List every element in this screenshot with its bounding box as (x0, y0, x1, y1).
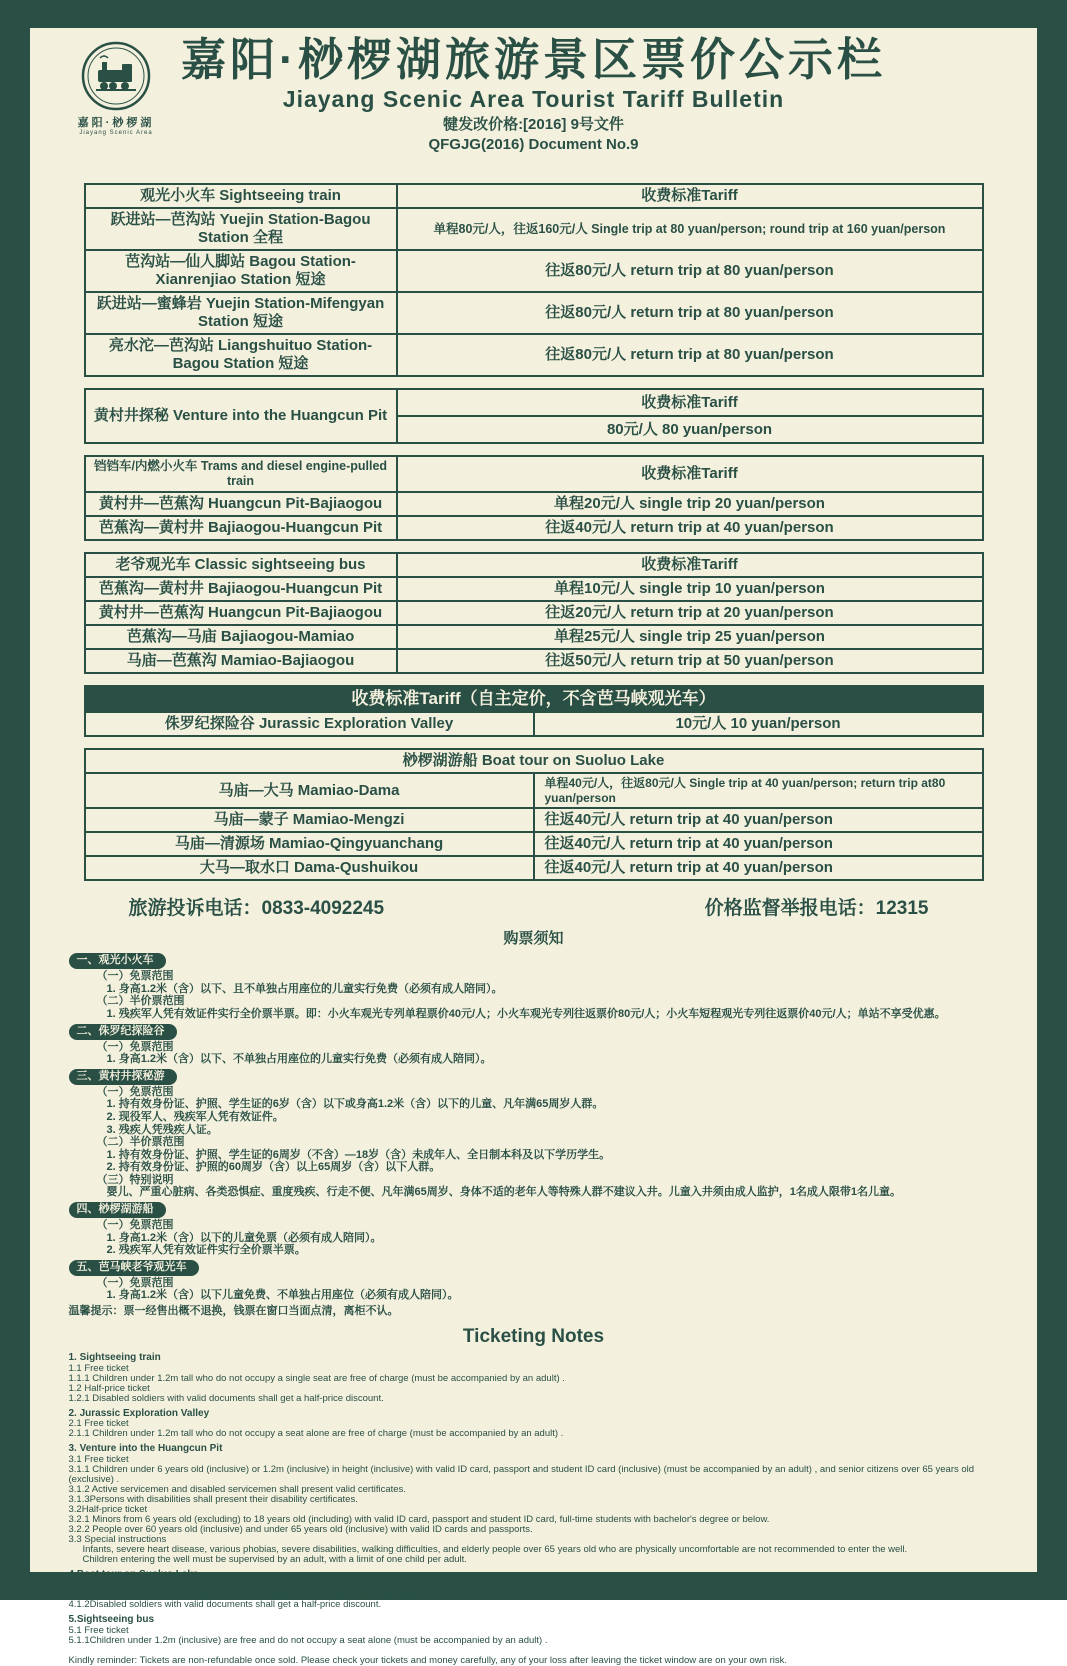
note-line: 1. 持有效身份证、护照、学生证的6岁（含）以下或身高1.2米（含）以下的儿童、凡年满65周岁人群。 (106, 1098, 604, 1111)
note-line: （三）特别说明 (96, 1173, 174, 1186)
table-header-cell: 观光小火车 Sightseeing train (85, 184, 397, 208)
section-badge: 五、芭马峡老爷观光车 (69, 1260, 199, 1276)
note-line: 1.1 Free ticket (68, 1362, 129, 1374)
table-row (85, 808, 983, 832)
note-line: （二）半价票范围 (96, 1136, 185, 1149)
ticket-notes-heading-cn: 购票须知 (503, 930, 564, 948)
tariff-cell: 往返20元/人 return trip at 20 yuan/person (397, 601, 983, 625)
section-badge: 一、观光小火车 (69, 953, 166, 969)
tariff-band-label: 收费标准Tariff（自主定价，不含芭马峡观光车） (85, 686, 983, 712)
logo-text-cn: 嘉阳·桫椤湖 (77, 117, 155, 129)
table-row (85, 492, 983, 516)
tariff-band (85, 686, 983, 712)
tariff-cell: 往返40元/人 return trip at 40 yuan/person (534, 856, 983, 880)
note-line: 1. 身高1.2米（含）以下、不单独占用座位的儿童实行免费（必须有成人陪同）。 (106, 1053, 492, 1066)
note-line: 2. 残疾军人凭有效证件实行全价票半票。 (106, 1244, 306, 1257)
note-line: 1.2.1 Disabled soldiers with valid documents shall get a half-price discount. (68, 1392, 384, 1404)
table-row (85, 601, 983, 625)
note-line: 3. 残疾人凭残疾人证。 (106, 1123, 218, 1136)
poster-header (30, 36, 1037, 172)
note-line: 婴儿、严重心脏病、各类恐惧症、重度残疾、行走不便、凡年满65周岁、身体不适的老年人等特殊人群不建议入井。儿童入井须由成人监护，1名成人限带1名儿童。 (106, 1186, 901, 1199)
doc-number-en: QFGJG(2016) Document No.9 (428, 135, 639, 153)
page-title-en: Jiayang Scenic Area Tourist Tariff Bulletin (282, 86, 785, 113)
table-header-cell: 收费标准Tariff (397, 456, 983, 492)
table-row (85, 389, 983, 416)
route-cell: 黄村井—芭蕉沟 Huangcun Pit-Bajiaogou (85, 601, 397, 625)
tariff-cell: 往返40元/人 return trip at 40 yuan/person (397, 516, 983, 540)
doc-number-cn: 犍发改价格:[2016] 9号文件 (443, 116, 624, 134)
table-header-cell: 收费标准Tariff (397, 184, 983, 208)
table-header-cell: 铛铛车/内燃小火车 Trams and diesel engine-pulled train (85, 456, 397, 492)
section-title: 5.Sightseeing bus (68, 1614, 155, 1626)
route-cell: 马庙—清源场 Mamiao-Qingyuanchang (85, 832, 534, 856)
table-header-row (85, 184, 983, 208)
note-line: 1.1.1 Children under 1.2m tall who do not occupy a single seat are free of charge (must be accompanied by an adult) . (68, 1372, 565, 1384)
note-line: 1. 持有效身份证、护照、学生证的6周岁（不含）—18岁（含）未成年人、全日制本科及以下学历学生。 (106, 1148, 611, 1161)
note-line: （二）半价票范围 (96, 995, 185, 1008)
table-row (85, 334, 983, 376)
tariff-cell: 10元/人 10 yuan/person (534, 712, 983, 736)
table-header-row (85, 456, 983, 492)
note-line: Children entering the well must be supervised by an adult, with a limit of one child per adult. (82, 1553, 467, 1565)
table-row (85, 516, 983, 540)
section-title: 4.Boat tour on Suoluo Lake (68, 1568, 199, 1580)
logo-text-en: Jiayang Scenic Area (79, 130, 153, 136)
section-title: 2. Jurassic Exploration Valley (68, 1407, 210, 1419)
reminder-en: Kindly reminder: Tickets are non-refundable once sold. Please check your tickets and money carefully, any of your loss after leaving the ticket window are on your own risk. (68, 1654, 787, 1666)
note-line: 1. 身高1.2米（含）以下、且不单独占用座位的儿童实行免费（必须有成人陪同）。 (106, 982, 503, 995)
table-row (85, 773, 983, 808)
note-line: 3.2.1 Minors from 6 years old (excluding) to 18 years old (including) with valid ID card, passport and student ID card, full-time students with bachelor's degree or below. (68, 1513, 770, 1525)
tariff-cell: 单程40元/人，往返80元/人 Single trip at 40 yuan/person; return trip at80 yuan/person (534, 773, 983, 808)
table-row (85, 856, 983, 880)
route-cell: 跃进站—芭沟站 Yuejin Station-Bagou Station 全程 (85, 208, 397, 250)
note-line: 1. 残疾军人凭有效证件实行全价票半票。即：小火车观光专列单程票价40元/人；小火车观光专列往返票价80元/人；小火车短程观光专列往返票价40元/人；单站不享受优惠。 (106, 1007, 946, 1020)
note-line: 3.1 Free ticket (68, 1453, 129, 1465)
route-cell: 亮水沱—芭沟站 Liangshuituo Station-Bagou Station 短途 (85, 334, 397, 376)
ticketing-notes-heading-en: Ticketing Notes (462, 1326, 605, 1348)
tram-table (84, 455, 984, 541)
table-header-cell: 老爷观光车 Classic sightseeing bus (85, 553, 397, 577)
route-cell: 芭沟站—仙人脚站 Bagou Station-Xianrenjiao Station 短途 (85, 250, 397, 292)
route-cell: 芭蕉沟—黄村井 Bajiaogou-Huangcun Pit (85, 516, 397, 540)
route-cell: 大马—取水口 Dama-Qushuikou (85, 856, 534, 880)
tariff-cell: 80元/人 80 yuan/person (397, 416, 983, 443)
note-line: 3.2.2 People over 60 years old (inclusive) and under 65 years old (inclusive) with valid ID cards and passports. (68, 1523, 533, 1535)
table-row (85, 577, 983, 601)
section-title: 3. Venture into the Huangcun Pit (68, 1443, 223, 1455)
note-line: 2. 持有效身份证、护照的60周岁（含）以上65周岁（含）以下人群。 (106, 1161, 441, 1174)
price-supervision-phone: 价格监督举报电话：12315 (704, 898, 929, 920)
note-line: 1.2 Half-price ticket (68, 1382, 150, 1394)
route-cell: 马庙—蒙子 Mamiao-Mengzi (85, 808, 534, 832)
route-cell: 跃进站—蜜蜂岩 Yuejin Station-Mifengyan Station 短途 (85, 292, 397, 334)
note-line: 2.1.1 Children under 1.2m tall who do not occupy a seat alone are free of charge (must be accompanied by an adult) . (68, 1428, 564, 1440)
ticket-notes-en (69, 1353, 999, 1666)
reminder-cn: 温馨提示：票一经售出概不退换，钱票在窗口当面点清，离柜不认。 (68, 1305, 399, 1318)
route-cell: 马庙—大马 Mamiao-Dama (85, 773, 534, 808)
note-line: 5.1 Free ticket (68, 1624, 129, 1636)
tariff-cell: 往返80元/人 return trip at 80 yuan/person (397, 292, 983, 334)
tariff-cell: 单程80元/人，往返160元/人 Single trip at 80 yuan/person; round trip at 160 yuan/person (397, 208, 983, 250)
note-line: 1. 身高1.2米（含）以下的儿童免票（必须有成人陪同）。 (106, 1231, 382, 1244)
steam-train-icon (80, 40, 152, 112)
note-line: Infants, severe heart disease, various phobias, severe disabilities, walking difficulties, and elderly people over 65 years old who are physically uncomfortable are not recommended to enter the well. (82, 1543, 908, 1555)
sightseeing-train-table (84, 183, 984, 377)
section-badge: 三、黄村井探秘游 (69, 1069, 177, 1085)
note-line: 3.3 Special instructions (68, 1533, 167, 1545)
note-line: 4.1 Free ticket (68, 1579, 129, 1591)
tariff-cell: 单程25元/人 single trip 25 yuan/person (397, 625, 983, 649)
section-badge: 二、侏罗纪探险谷 (69, 1024, 177, 1040)
note-line: 2.1 Free ticket (68, 1418, 129, 1430)
note-line: 2. 现役军人、残疾军人凭有效证件。 (106, 1110, 284, 1123)
route-cell: 黄村井探秘 Venture into the Huangcun Pit (85, 389, 397, 443)
table-header-cell: 桫椤湖游船 Boat tour on Suoluo Lake (85, 749, 983, 773)
classic-bus-table (84, 552, 984, 674)
note-line: 3.1.3Persons with disabilities shall present their disability certificates. (68, 1493, 358, 1505)
note-line: （一）免票范围 (96, 1085, 174, 1098)
note-line: （一）免票范围 (96, 970, 174, 983)
route-cell: 马庙—芭蕉沟 Mamiao-Bajiaogou (85, 649, 397, 673)
note-line: （一）免票范围 (96, 1276, 174, 1289)
table-header-cell: 收费标准Tariff (397, 389, 983, 416)
note-line: （一）免票范围 (96, 1219, 174, 1232)
note-line: 1. 身高1.2米（含）以下儿童免费、不单独占用座位（必须有成人陪同）。 (106, 1289, 459, 1302)
tariff-cell: 往返40元/人 return trip at 40 yuan/person (534, 832, 983, 856)
route-cell: 侏罗纪探险谷 Jurassic Exploration Valley (85, 712, 534, 736)
tariff-cell: 往返80元/人 return trip at 80 yuan/person (397, 334, 983, 376)
table-row (85, 712, 983, 736)
note-line: 3.1.1 Children under 6 years old (inclusive) or 1.2m (inclusive) in height (inclusive) with valid ID card, passport and student ID card (inclusive) (must be accompanied by an adult) , and senior citizens over 65 years old (exclusive) . (68, 1463, 975, 1485)
table-row (85, 208, 983, 250)
tariff-cell: 往返50元/人 return trip at 50 yuan/person (397, 649, 983, 673)
table-row (85, 292, 983, 334)
boat-tour-table (84, 748, 984, 881)
route-cell: 芭蕉沟—黄村井 Bajiaogou-Huangcun Pit (85, 577, 397, 601)
table-row (85, 250, 983, 292)
note-line: 4.1.1 Children under 1.2m in height are free of charge (must be accompanied by an adult) . (68, 1589, 451, 1601)
huangcun-pit-table (84, 388, 984, 444)
tariff-cell: 单程20元/人 single trip 20 yuan/person (397, 492, 983, 516)
note-line: 5.1.1Children under 1.2m (inclusive) are free and do not occupy a seat alone (must be accompanied by an adult) . (68, 1634, 548, 1646)
route-cell: 芭蕉沟—马庙 Bajiaogou-Mamiao (85, 625, 397, 649)
page-title-cn: 嘉阳·桫椤湖旅游景区票价公示栏 (181, 34, 886, 85)
phone-row (84, 893, 984, 920)
section-title: 1. Sightseeing train (68, 1352, 161, 1364)
tariff-cell: 单程10元/人 single trip 10 yuan/person (397, 577, 983, 601)
table-row (85, 649, 983, 673)
complaint-phone: 旅游投诉电话：0833-4092245 (128, 898, 385, 920)
tariff-cell: 往返80元/人 return trip at 80 yuan/person (397, 250, 983, 292)
tariff-cell: 往返40元/人 return trip at 40 yuan/person (534, 808, 983, 832)
table-header-row (85, 553, 983, 577)
note-line: 4.1.2Disabled soldiers with valid documents shall get a half-price discount. (68, 1599, 382, 1611)
route-cell: 黄村井—芭蕉沟 Huangcun Pit-Bajiaogou (85, 492, 397, 516)
table-header-cell: 收费标准Tariff (397, 553, 983, 577)
note-line: 3.2Half-price ticket (68, 1503, 148, 1515)
table-header-row (85, 749, 983, 773)
poster-body (30, 28, 1037, 1666)
section-badge: 四、桫椤湖游船 (69, 1202, 166, 1218)
note-line: 3.1.2 Active servicemen and disabled servicemen shall present valid certificates. (68, 1483, 406, 1495)
scenic-area-logo (56, 40, 176, 136)
jurassic-valley-table (84, 685, 984, 737)
table-row (85, 625, 983, 649)
table-row (85, 832, 983, 856)
note-line: （一）免票范围 (96, 1040, 174, 1053)
ticket-notes-cn (69, 950, 999, 1318)
